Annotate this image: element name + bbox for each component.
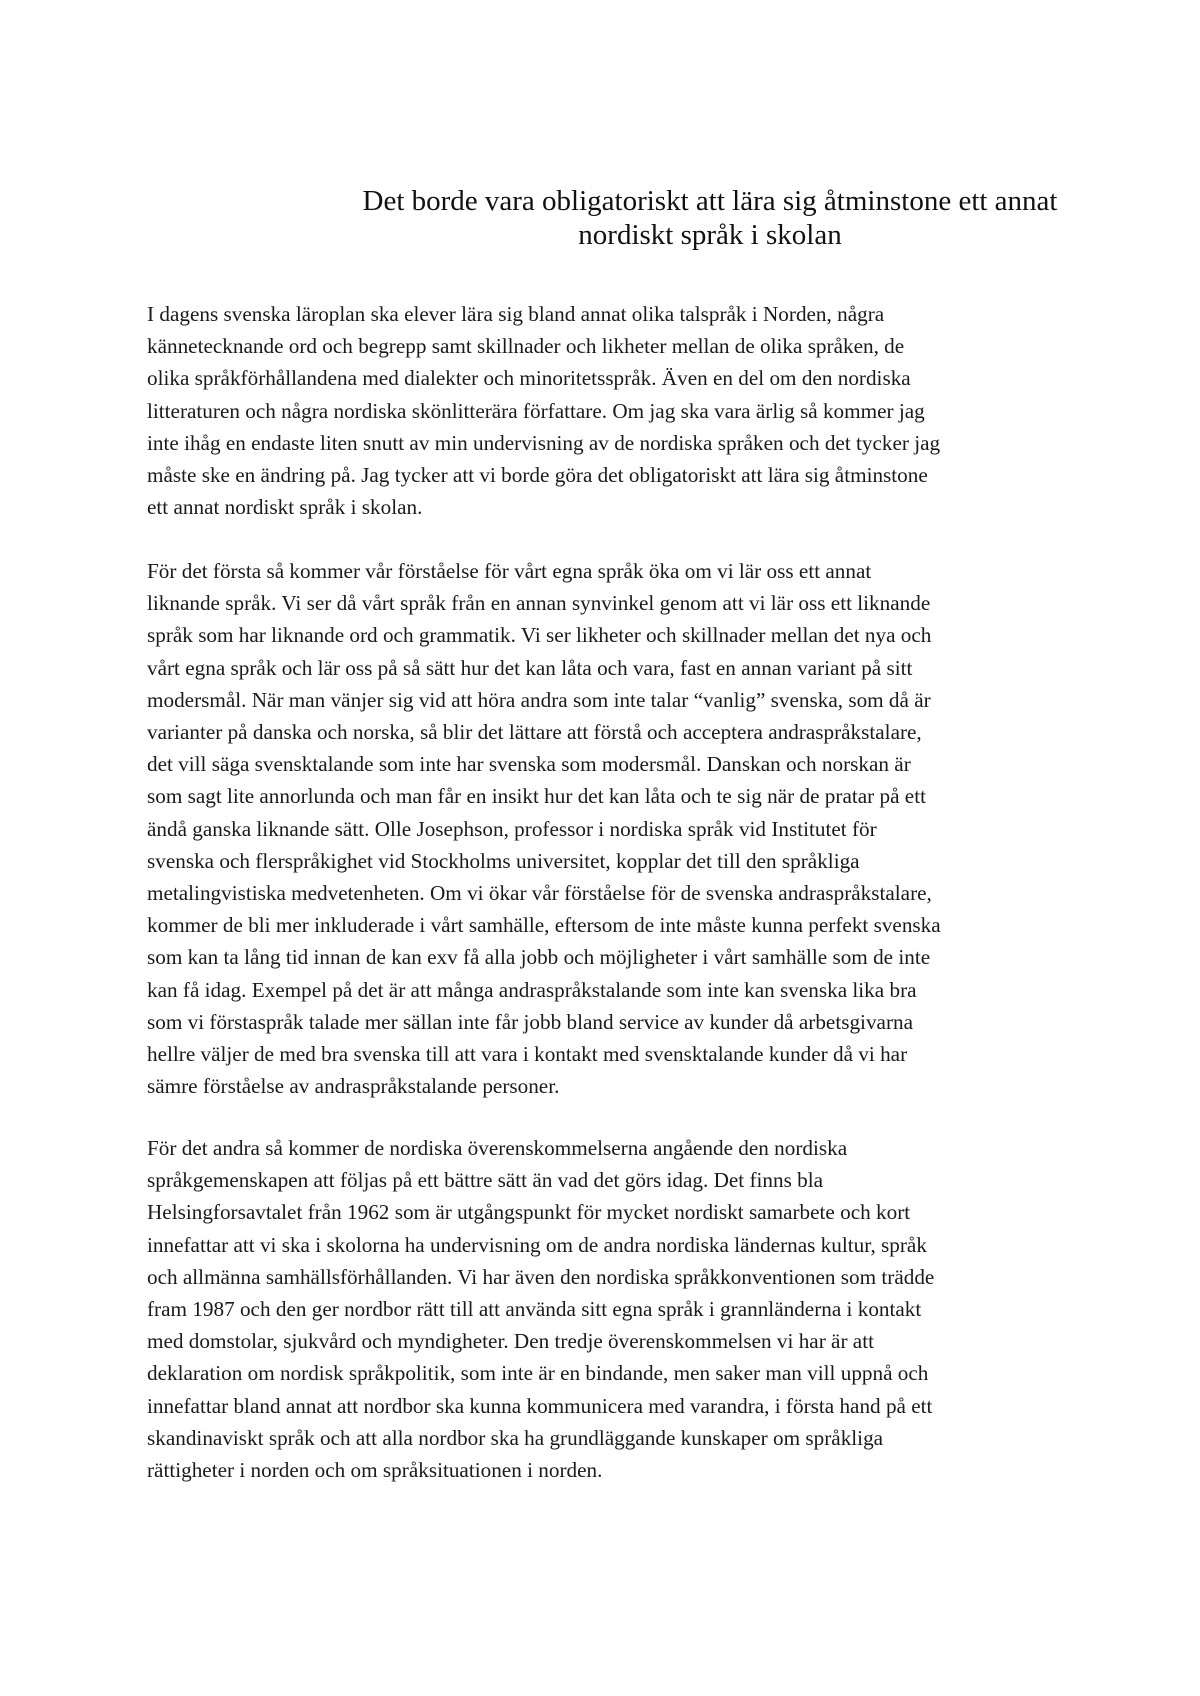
text-line: språk som har liknande ord och grammatik. Vi ser likheter och skillnader mellan det nya och: [147, 623, 932, 648]
text-line: det vill säga svensktalande som inte har svenska som modersmål. Danskan och norskan är: [147, 752, 911, 777]
title-line: nordiskt språk i skolan: [578, 219, 842, 251]
document-title: [142, 184, 1098, 252]
text-line: ändå ganska liknande sätt. Olle Josephson, professor i nordiska språk vid Institutet för: [147, 816, 877, 841]
text-line: I dagens svenska läroplan ska elever lära sig bland annat olika talspråk i Norden, några: [147, 302, 885, 326]
paragraph-first-argument: [147, 555, 941, 1102]
text-line: olika språkförhållandena med dialekter och minoritetsspråk. Även en del om den nordiska: [147, 366, 911, 391]
text-line: fram 1987 och den ger nordbor rätt till att använda sitt egna språk i grannländerna i kontakt: [147, 1297, 922, 1322]
text-line: Helsingforsavtalet från 1962 som är utgångspunkt för mycket nordiskt samarbete och kort: [147, 1200, 911, 1225]
text-line: sämre förståelse av andraspråkstalande personer.: [147, 1074, 560, 1099]
text-line: För det andra så kommer de nordiska överenskommelserna angående den nordiska: [147, 1136, 848, 1160]
text-line: innefattar att vi ska i skolorna ha undervisning om de andra nordiska ländernas kultur, språk: [147, 1232, 927, 1257]
text-line: språkgemenskapen att följas på ett bättre sätt än vad det görs idag. Det finns bla: [147, 1168, 824, 1193]
text-line: måste ske en ändring på. Jag tycker att vi borde göra det obligatoriskt att lära sig åtminstone: [147, 463, 928, 488]
title-line: Det borde vara obligatoriskt att lära sig åtminstone ett annat: [362, 185, 1058, 217]
text-line: kännetecknande ord och begrepp samt skillnader och likheter mellan de olika språken, de: [147, 334, 905, 359]
text-line: inte ihåg en endaste liten snutt av min undervisning av de nordiska språken och det tycker jag: [147, 430, 941, 455]
text-line: med domstolar, sjukvård och myndigheter. Den tredje överenskommelsen vi har är att: [147, 1329, 874, 1354]
text-line: kommer de bli mer inkluderade i vårt samhälle, eftersom de inte måste kunna perfekt svenska: [147, 913, 941, 938]
text-line: kan få idag. Exempel på det är att många andraspråkstalande som inte kan svenska lika bra: [147, 977, 917, 1002]
text-line: och allmänna samhällsförhållanden. Vi har även den nordiska språkkonventionen som trädde: [147, 1264, 935, 1289]
text-line: liknande språk. Vi ser då vårt språk från en annan synvinkel genom att vi lär oss ett liknande: [147, 591, 931, 616]
paragraph-intro: [147, 298, 940, 523]
text-line: litteraturen och några nordiska skönlitterära författare. Om jag ska vara ärlig så kommer jag: [147, 398, 925, 423]
text-line: som sagt lite annorlunda och man får en insikt hur det kan låta och te sig när de pratar på ett: [147, 784, 926, 809]
paragraph-second-argument: [147, 1132, 934, 1486]
text-line: deklaration om nordisk språkpolitik, som inte är en bindande, men saker man vill uppnå och: [147, 1361, 929, 1386]
text-line: som vi förstaspråk talade mer sällan inte får jobb bland service av kunder då arbetsgivarna: [147, 1009, 913, 1034]
text-line: hellre väljer de med bra svenska till att vara i kontakt med svensktalande kunder då vi har: [147, 1042, 908, 1067]
text-line: skandinaviskt språk och att alla nordbor ska ha grundläggande kunskaper om språkliga: [147, 1425, 884, 1450]
text-line: rättigheter i norden och om språksituationen i norden.: [147, 1458, 603, 1483]
text-line: vårt egna språk och lär oss på så sätt hur det kan låta och vara, fast en annan variant på sitt: [147, 655, 913, 680]
text-line: svenska och flerspråkighet vid Stockholms universitet, kopplar det till den språkliga: [147, 848, 860, 873]
text-line: metalingvistiska medvetenheten. Om vi ökar vår förståelse för de svenska andraspråkstalare,: [147, 881, 932, 906]
text-line: ett annat nordiskt språk i skolan.: [147, 495, 423, 520]
text-line: modersmål. När man vänjer sig vid att höra andra som inte talar “vanlig” svenska, som då är: [147, 687, 931, 712]
text-line: innefattar bland annat att nordbor ska kunna kommunicera med varandra, i första hand på ett: [147, 1393, 933, 1418]
text-line: varianter på danska och norska, så blir det lättare att förstå och acceptera andraspråkstalare,: [147, 720, 922, 745]
text-line: som kan ta lång tid innan de kan exv få alla jobb och möjligheter i vårt samhälle som de inte: [147, 945, 931, 970]
text-line: För det första så kommer vår förståelse för vårt egna språk öka om vi lär oss ett annat: [147, 559, 872, 583]
